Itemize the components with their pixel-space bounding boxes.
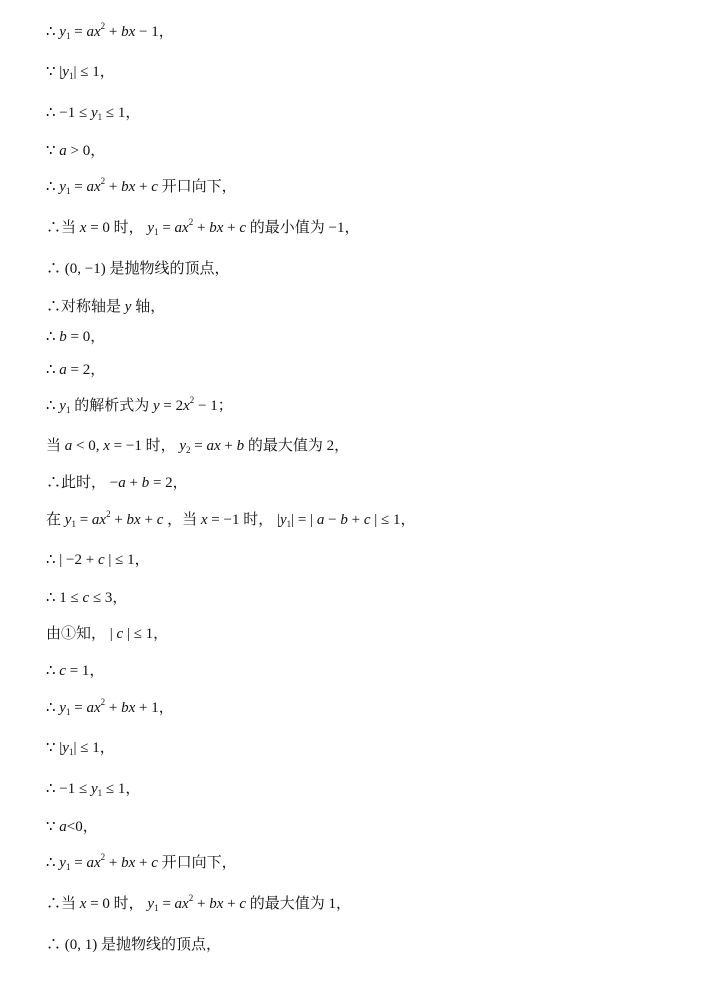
math-line: ∴ $y_1 = ax^2$ + bx + 1， (46, 697, 174, 717)
math-line: ∴ $y_1 = ax^2$ + bx + c 开口向下， (46, 852, 237, 872)
math-line: 在 $y_1 = ax^2$ + bx + c ，当 x = −1 时， $|y_1|$ = | a − b + c | ≤ 1， (46, 509, 416, 529)
math-line: ∴ $y_1 = ax^2$ + bx + c 开口向下， (46, 176, 237, 196)
math-line: ∴ $-1 \le y_1 \le 1$， (46, 781, 141, 798)
math-line: ∴ (0, 1) 是抛物线的顶点， (46, 937, 221, 953)
math-line: ∴ a = 2， (46, 362, 106, 378)
math-line: ∵ a<0， (46, 819, 98, 835)
math-line: ∴ c = 1， (46, 663, 105, 679)
math-line: 当 a < 0, x = −1 时， $y_2$ = ax + b 的最大值为 2， (46, 438, 350, 455)
math-line: ∴当 x = 0 时， $y_1 = ax^2$ + bx + c 的最大值为 1， (46, 893, 352, 913)
math-line: ∵ a > 0， (46, 143, 106, 159)
math-line: 由①知， | c | ≤ 1， (46, 626, 169, 642)
math-line: ∴当 x = 0 时， $y_1 = ax^2$ + bx + c 的最小值为 −1， (46, 217, 360, 237)
math-line: ∴ 1 ≤ c ≤ 3， (46, 590, 128, 606)
math-line: ∴ (0, −1) 是抛物线的顶点， (46, 261, 230, 277)
math-line: ∴ | −2 + c | ≤ 1， (46, 552, 150, 568)
math-line: ∵ $|y_1| \le 1$， (46, 740, 115, 757)
math-line: ∴ $-1 \le y_1 \le 1$， (46, 105, 141, 122)
math-line: ∴对称轴是 y 轴， (46, 299, 166, 315)
math-line: ∵ $|y_1| \le 1$， (46, 64, 115, 81)
math-line: ∴ $y_1 = ax^2$ + bx − 1， (46, 21, 174, 41)
math-line: ∴ b = 0， (46, 329, 106, 345)
math-line: ∴ $y_1$ 的解析式为 $y = 2x^2 - 1$； (46, 395, 233, 415)
math-line: ∴此时， −a + b = 2， (46, 475, 188, 491)
